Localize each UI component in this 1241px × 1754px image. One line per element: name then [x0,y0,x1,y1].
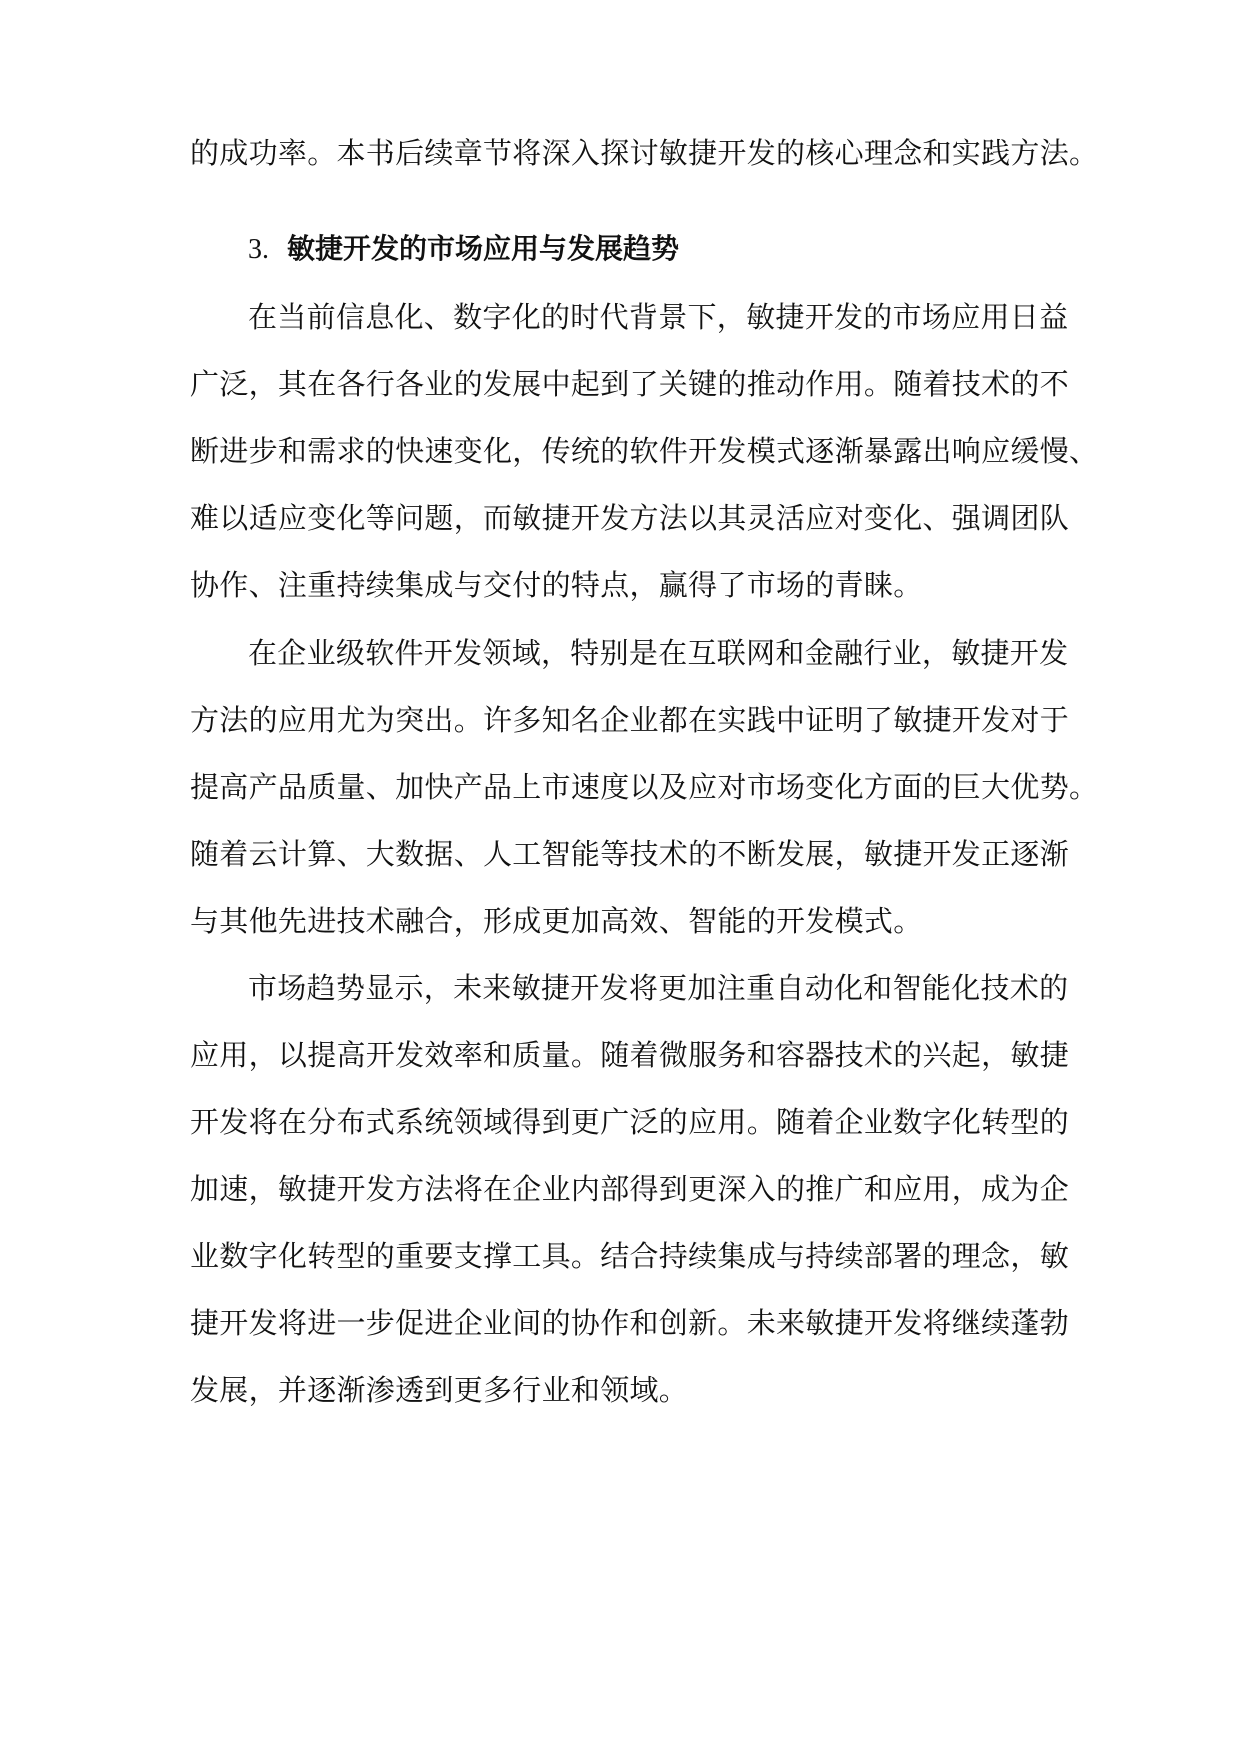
paragraph-3-line-6: 捷开发将进一步促进企业间的协作和创新。未来敏捷开发将继续蓬勃 [190,1306,1070,1340]
paragraph-1-line-3: 断进步和需求的快速变化，传统的软件开发模式逐渐暴露出响应缓慢、 [190,434,1099,468]
paragraph-2-line-2: 方法的应用尤为突出。许多知名企业都在实践中证明了敏捷开发对于 [190,703,1070,737]
paragraph-1-line-5: 协作、注重持续集成与交付的特点，赢得了市场的青睐。 [190,568,923,602]
paragraph-3-line-2: 应用，以提高开发效率和质量。随着微服务和容器技术的兴起，敏捷 [190,1038,1070,1072]
paragraph-2-line-4: 随着云计算、大数据、人工智能等技术的不断发展，敏捷开发正逐渐 [190,837,1070,871]
paragraph-2-line-1: 在企业级软件开发领域，特别是在互联网和金融行业，敏捷开发 [248,636,1069,670]
paragraph-1-line-4: 难以适应变化等问题，而敏捷开发方法以其灵活应对变化、强调团队 [190,501,1070,535]
paragraph-2-line-5: 与其他先进技术融合，形成更加高效、智能的开发模式。 [190,904,923,938]
section-number: 3. [248,234,269,265]
paragraph-3-line-5: 业数字化转型的重要支撑工具。结合持续集成与持续部署的理念，敏 [190,1239,1070,1273]
paragraph-3-line-3: 开发将在分布式系统领域得到更广泛的应用。随着企业数字化转型的 [190,1105,1070,1139]
intro-tail-line: 的成功率。本书后续章节将深入探讨敏捷开发的核心理念和实践方法。 [190,136,1099,170]
section-heading [248,229,679,270]
section-title: 敏捷开发的市场应用与发展趋势 [287,232,680,265]
paragraph-3-line-7: 发展，并逐渐渗透到更多行业和领域。 [190,1373,689,1407]
paragraph-1-line-2: 广泛，其在各行各业的发展中起到了关键的推动作用。随着技术的不 [190,367,1070,401]
paragraph-3-line-1: 市场趋势显示，未来敏捷开发将更加注重自动化和智能化技术的 [248,971,1069,1005]
paragraph-2-line-3: 提高产品质量、加快产品上市速度以及应对市场变化方面的巨大优势。 [190,770,1099,804]
paragraph-1-line-1: 在当前信息化、数字化的时代背景下，敏捷开发的市场应用日益 [248,300,1069,334]
paragraph-3-line-4: 加速，敏捷开发方法将在企业内部得到更深入的推广和应用，成为企 [190,1172,1070,1206]
